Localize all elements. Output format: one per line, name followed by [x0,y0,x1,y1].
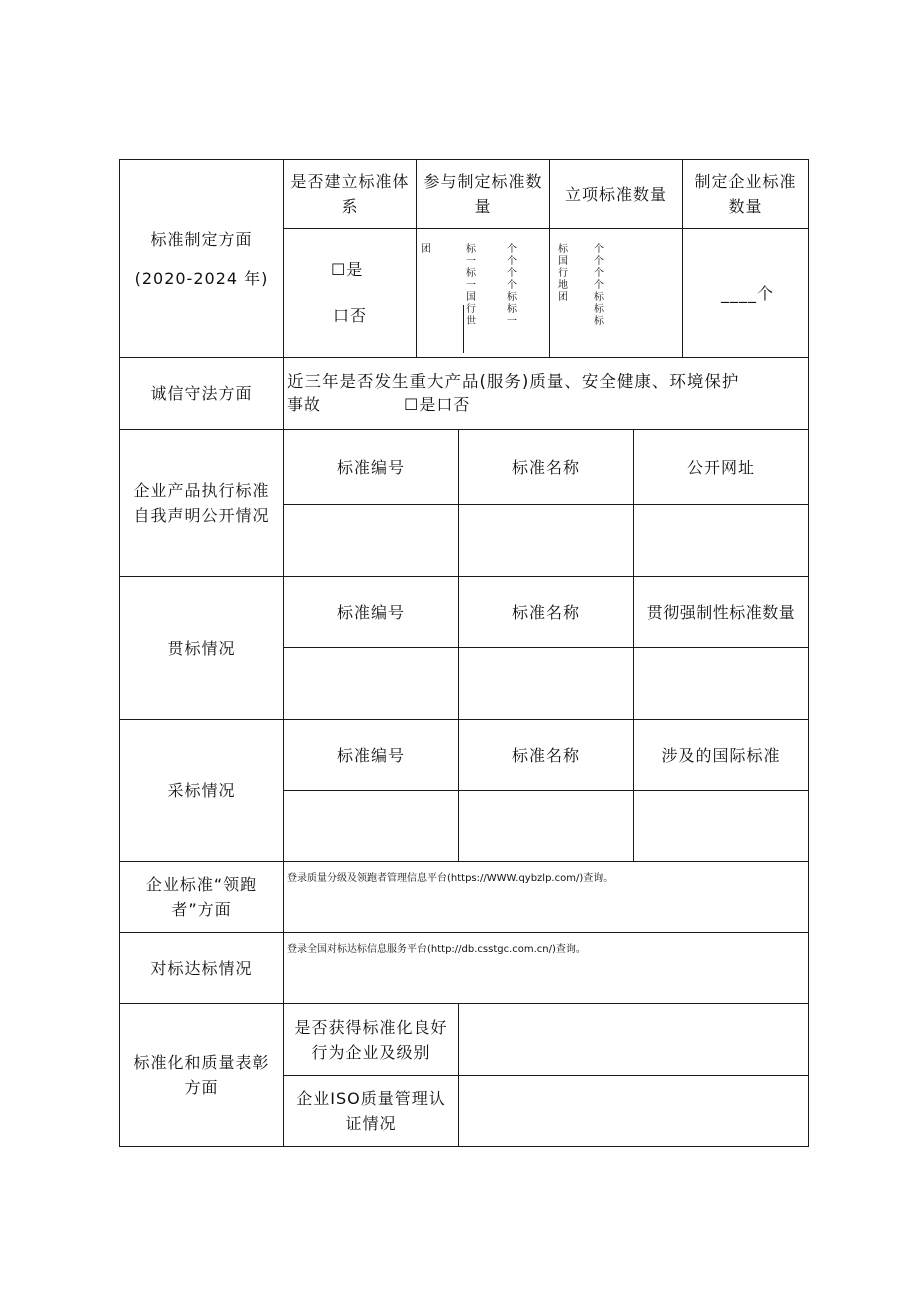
benchmark-platform-note: 登录全国对标达标信息服务平台(http://db.csstgc.com.cn/)查询。 [287,944,586,955]
self-declaration-label: 企业产品执行标准 自我声明公开情况 [133,481,270,525]
integrity-label: 诚信守法方面 [150,384,253,403]
standard-making-label [120,160,283,357]
project-col1: 标 国 行 地 团 [558,244,568,303]
implementation-label: 贯标情况 [167,638,236,658]
awards-iso-label: 企业ISO质量管理认 证情况 [296,1089,446,1133]
awards-good-behavior-label: 是否获得标准化良好 行为企业及级别 [294,1017,448,1062]
project-col2: 个 个 个 个 标 标 标 [594,244,604,327]
self-declaration-name-field[interactable] [459,505,633,576]
adoption-number-field[interactable] [284,791,458,861]
header-participate-count: 参与制定标准数量 [423,172,543,216]
integrity-question: 近三年是否发生重大产品(服务)质量、安全健康、环境保护 [287,372,740,391]
implementation-header-name: 标准名称 [511,602,580,622]
self-declaration-number-field[interactable] [284,505,458,576]
adoption-header-name: 标准名称 [511,745,580,765]
self-declaration-header-url: 公开网址 [686,457,755,477]
awards-label: 标准化和质量表彰 方面 [133,1053,270,1097]
awards-iso-field[interactable] [459,1076,808,1146]
adoption-label: 采标情况 [167,781,236,800]
leader-label: 企业标准“领跑 者”方面 [145,875,258,919]
self-declaration-header-name: 标准名称 [511,457,580,477]
implementation-name-field[interactable] [459,648,633,719]
header-enterprise-count: 制定企业标准数量 [694,172,797,216]
standard-making-title: 标准制定方面 [150,229,253,249]
participate-col3: 个 个 个 个 标 标 一 [507,244,517,327]
implementation-header-number: 标准编号 [336,602,405,622]
adoption-header-number: 标准编号 [336,745,405,765]
integrity-yes-no-checkbox[interactable]: ☐是口否 [404,395,471,414]
integrity-accident-label: 事故 [287,395,322,414]
implementation-count-field[interactable] [634,648,808,719]
enterprise-count-field[interactable]: ____个 [721,284,775,303]
standard-making-period: (2020-2024 年) [134,268,269,288]
system-yes-checkbox[interactable]: ☐是 [331,260,364,279]
header-standard-system: 是否建立标准体系 [290,172,410,216]
benchmark-label: 对标达标情况 [150,958,253,978]
adoption-name-field[interactable] [459,791,633,861]
implementation-header-mandatory-count: 贯彻强制性标准数量 [646,602,796,622]
self-declaration-header-number: 标准编号 [336,457,405,477]
header-project-count: 立项标准数量 [564,184,667,204]
adoption-header-international: 涉及的国际标准 [661,745,781,765]
awards-good-behavior-field[interactable] [459,1004,808,1075]
self-declaration-url-field[interactable] [634,505,808,576]
adoption-international-field[interactable] [634,791,808,861]
system-no-checkbox[interactable]: 口否 [333,306,368,325]
implementation-number-field[interactable] [284,648,458,719]
participate-group-label: 团 [421,244,431,255]
leader-platform-note: 登录质量分级及领跑者管理信息平台(https://WWW.qybzlp.com/)查询。 [287,873,614,884]
participate-col2: 标 一 标 一 国 行 世 [466,244,476,327]
